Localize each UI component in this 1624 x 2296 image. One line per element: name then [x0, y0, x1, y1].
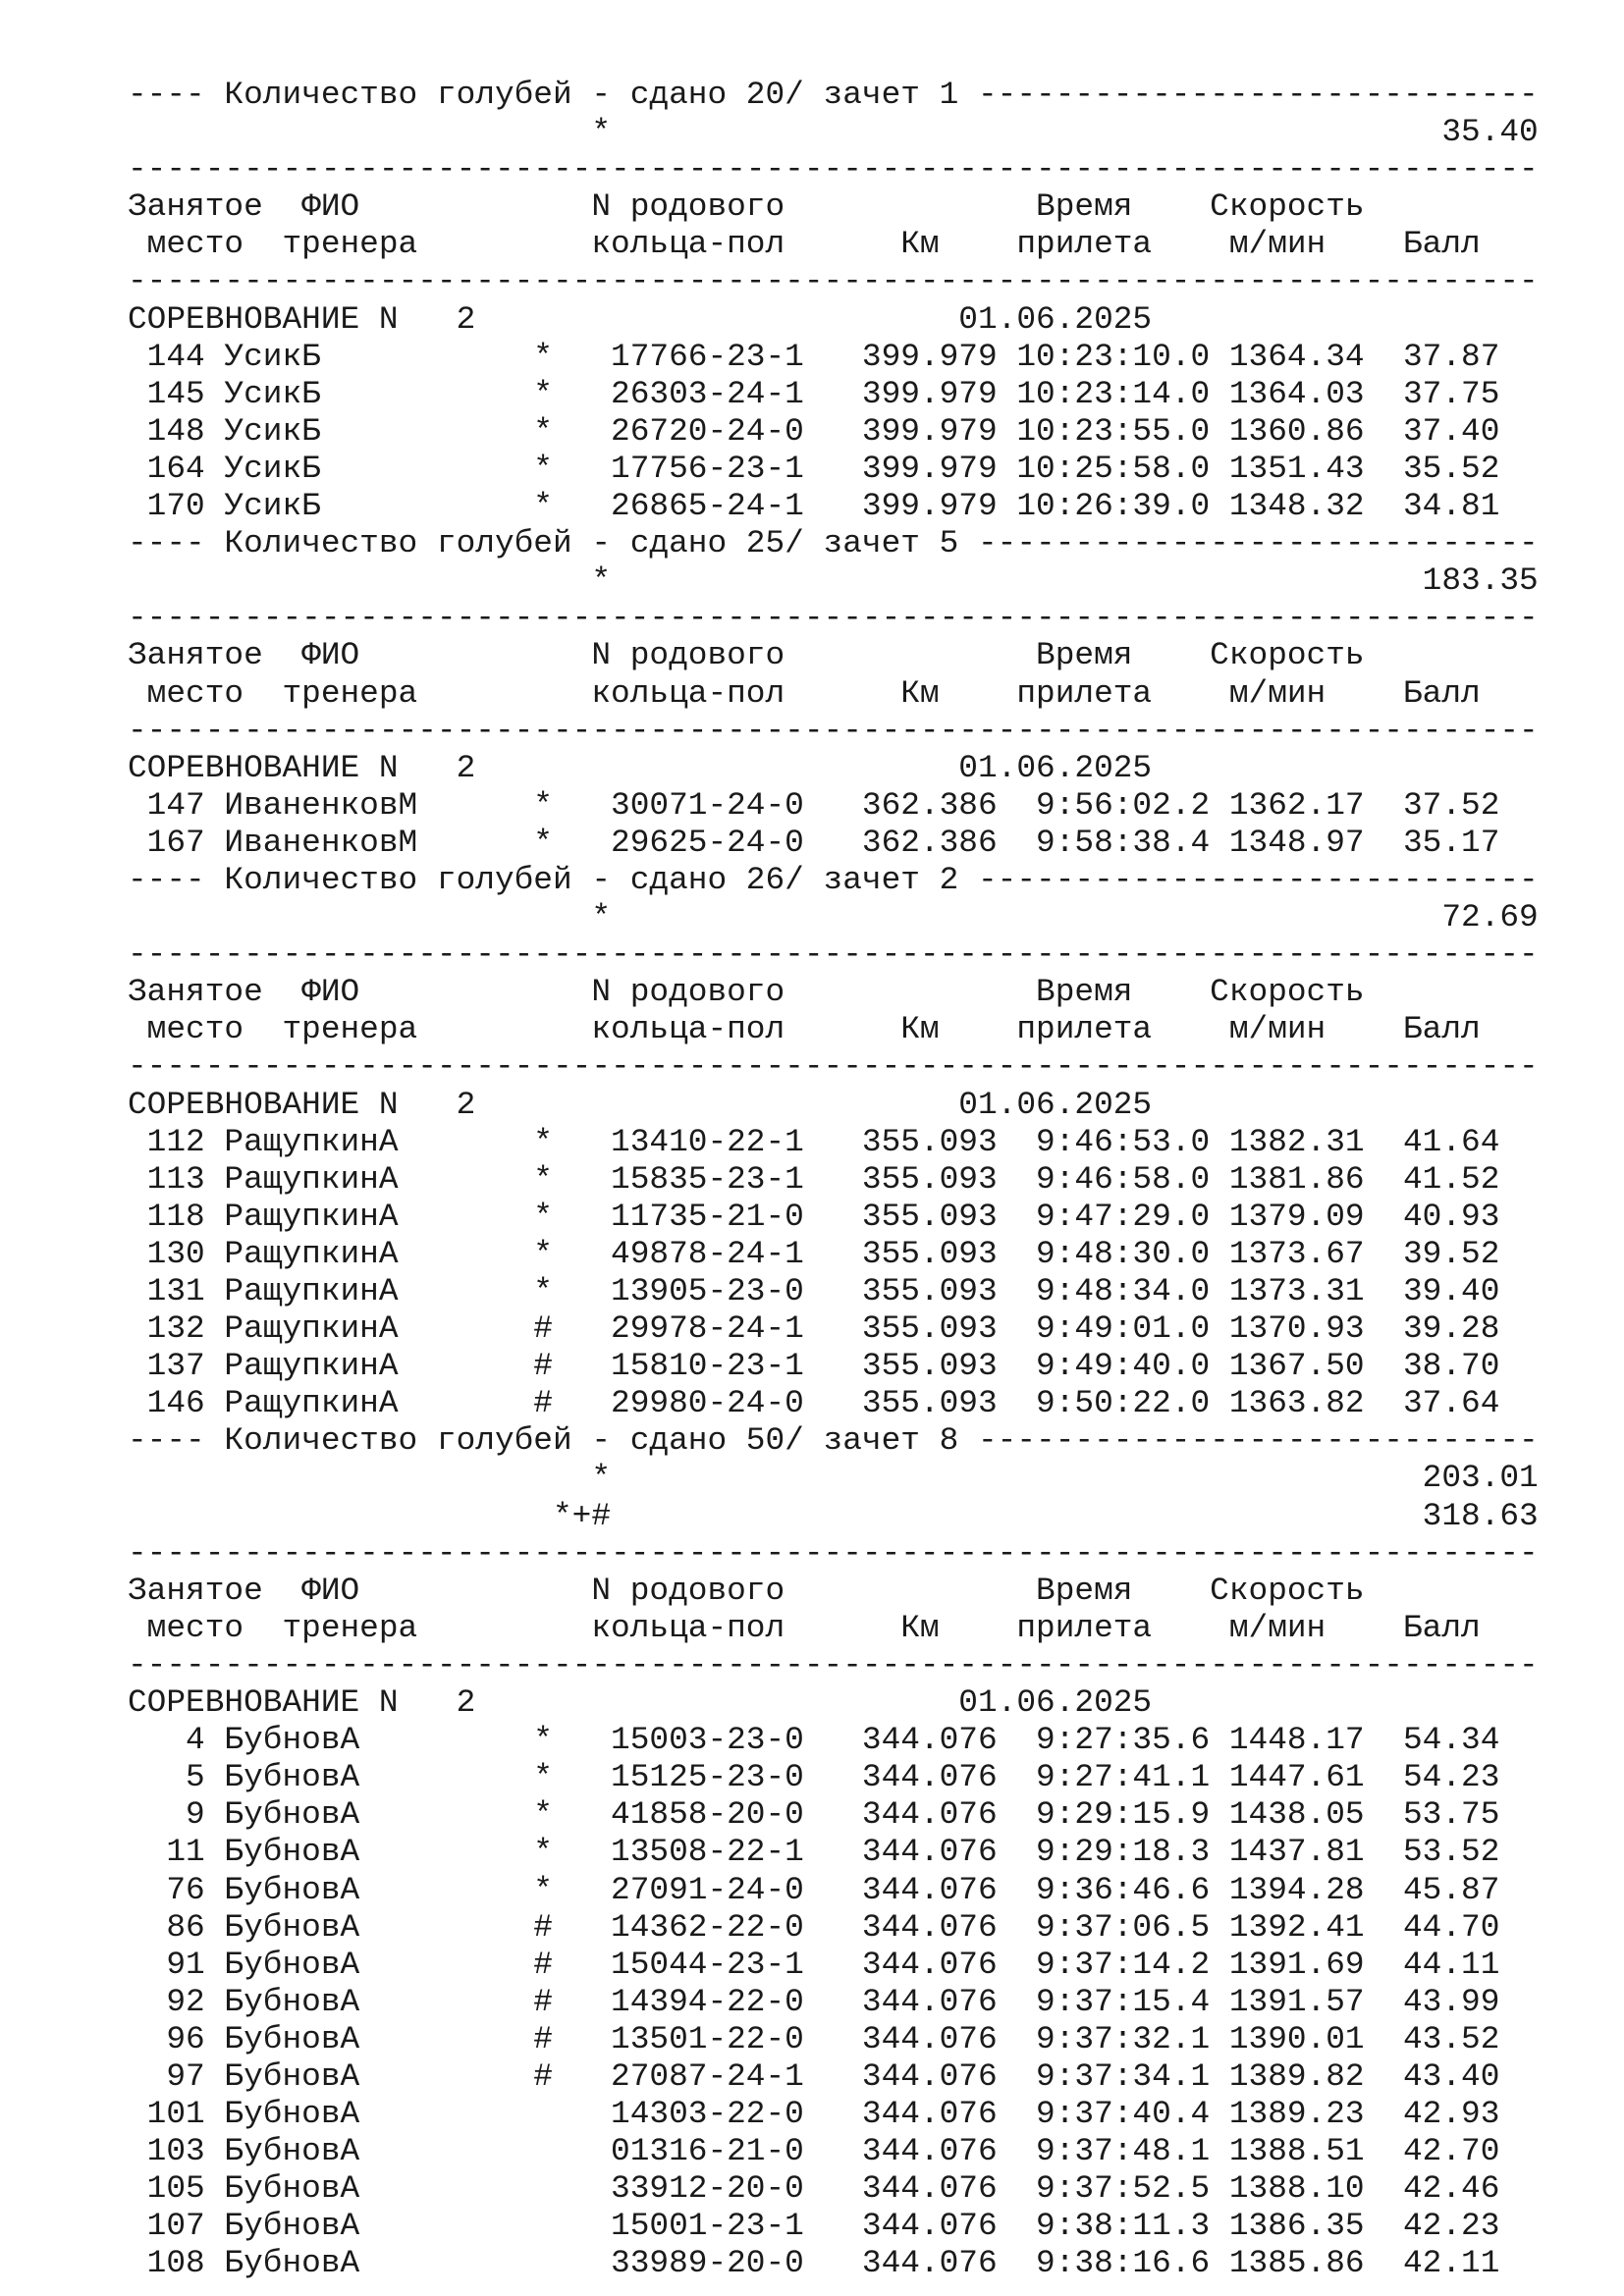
report-line: 130 РащупкинА * 49878-24-1 355.093 9:48:30.0 1373.67 39.52 [128, 1235, 1500, 1272]
report-line: 108 БубновА 33989-20-0 344.076 9:38:16.6 1385.86 42.11 [128, 2245, 1500, 2282]
report-line: * 183.35 [128, 562, 1539, 600]
report-line: 103 БубновА 01316-21-0 344.076 9:37:48.1 1388.51 42.70 [128, 2133, 1500, 2170]
report-line: ---- Количество голубей - сдано 50/ зачет 8 ----------------------------- [128, 1422, 1539, 1460]
report-line: СОРЕВНОВАНИЕ N 2 01.06.2025 [128, 300, 1153, 338]
report-line: 4 БубновА * 15003-23-0 344.076 9:27:35.6 1448.17 54.34 [128, 1722, 1500, 1759]
report-line: 167 ИваненковМ * 29625-24-0 362.386 9:58:38.4 1348.97 35.17 [128, 824, 1500, 861]
report-line: 76 БубновА * 27091-24-0 344.076 9:36:46.6 1394.28 45.87 [128, 1871, 1500, 1908]
report-line: ---- Количество голубей - сдано 20/ зачет 1 ----------------------------- [128, 77, 1539, 113]
report-line: ------------------------------------------------------------------------- [128, 263, 1539, 300]
report-line: место тренера кольца-пол Км прилета м/мин Балл [128, 1609, 1481, 1646]
report-line: место тренера кольца-пол Км прилета м/мин Балл [128, 226, 1481, 263]
report-line: ---- Количество голубей - сдано 26/ зачет 2 ----------------------------- [128, 861, 1539, 898]
report-line: место тренера кольца-пол Км прилета м/мин Балл [128, 1011, 1481, 1048]
report-line: ---- Количество голубей - сдано 25/ зачет 5 ----------------------------- [128, 525, 1539, 562]
report-line: 131 РащупкинА * 13905-23-0 355.093 9:48:34.0 1373.31 39.40 [128, 1273, 1500, 1309]
report-line: 112 РащупкинА * 13410-22-1 355.093 9:46:53.0 1382.31 41.64 [128, 1123, 1500, 1160]
report-line: 144 УсикБ * 17766-23-1 399.979 10:23:10.0 1364.34 37.87 [128, 338, 1500, 375]
report-line: 86 БубновА # 14362-22-0 344.076 9:37:06.5 1392.41 44.70 [128, 1908, 1500, 1946]
report-line: 101 БубновА 14303-22-0 344.076 9:37:40.4 1389.23 42.93 [128, 2096, 1500, 2133]
report-line: 113 РащупкинА * 15835-23-1 355.093 9:46:58.0 1381.86 41.52 [128, 1160, 1500, 1198]
report-line: место тренера кольца-пол Км прилета м/мин Балл [128, 674, 1481, 712]
report-line: 11 БубновА * 13508-22-1 344.076 9:29:18.3 1437.81 53.52 [128, 1834, 1500, 1871]
report-line: 132 РащупкинА # 29978-24-1 355.093 9:49:01.0 1370.93 39.28 [128, 1310, 1500, 1348]
report-line: * 203.01 [128, 1460, 1539, 1497]
results-report [128, 77, 1539, 2283]
report-line: Занятое ФИО N родового Время Скорость [128, 637, 1365, 674]
report-line: Занятое ФИО N родового Время Скорость [128, 974, 1365, 1011]
report-line: 96 БубновА # 13501-22-0 344.076 9:37:32.1 1390.01 43.52 [128, 2020, 1500, 2057]
report-line: * 35.40 [128, 114, 1539, 151]
report-line: Занятое ФИО N родового Время Скорость [128, 1572, 1365, 1609]
report-line: 107 БубновА 15001-23-1 344.076 9:38:11.3 1386.35 42.23 [128, 2208, 1500, 2245]
report-line: 145 УсикБ * 26303-24-1 399.979 10:23:14.0 1364.03 37.75 [128, 375, 1500, 412]
report-line: СОРЕВНОВАНИЕ N 2 01.06.2025 [128, 1086, 1153, 1123]
report-line: 164 УсикБ * 17756-23-1 399.979 10:25:58.0 1351.43 35.52 [128, 450, 1500, 487]
report-line: ------------------------------------------------------------------------- [128, 936, 1539, 974]
report-line: *+# 318.63 [128, 1497, 1539, 1534]
report-line: СОРЕВНОВАНИЕ N 2 01.06.2025 [128, 749, 1153, 786]
report-line: ------------------------------------------------------------------------- [128, 712, 1539, 749]
report-line: ------------------------------------------------------------------------- [128, 600, 1539, 637]
report-line: 105 БубновА 33912-20-0 344.076 9:37:52.5 1388.10 42.46 [128, 2170, 1500, 2208]
report-line: СОРЕВНОВАНИЕ N 2 01.06.2025 [128, 1684, 1153, 1722]
report-line: ------------------------------------------------------------------------- [128, 1534, 1539, 1572]
report-line: 9 БубновА * 41858-20-0 344.076 9:29:15.9 1438.05 53.75 [128, 1796, 1500, 1834]
report-line: 97 БубновА # 27087-24-1 344.076 9:37:34.1 1389.82 43.40 [128, 2057, 1500, 2095]
report-line: ------------------------------------------------------------------------- [128, 151, 1539, 188]
report-line: ------------------------------------------------------------------------- [128, 1646, 1539, 1683]
report-line: 170 УсикБ * 26865-24-1 399.979 10:26:39.0 1348.32 34.81 [128, 488, 1500, 525]
report-line: 147 ИваненковМ * 30071-24-0 362.386 9:56:02.2 1362.17 37.52 [128, 786, 1500, 824]
report-line: 137 РащупкинА # 15810-23-1 355.093 9:49:40.0 1367.50 38.70 [128, 1348, 1500, 1385]
report-line: 91 БубновА # 15044-23-1 344.076 9:37:14.2 1391.69 44.11 [128, 1946, 1500, 1983]
report-line: 5 БубновА * 15125-23-0 344.076 9:27:41.1 1447.61 54.23 [128, 1759, 1500, 1796]
report-line: ------------------------------------------------------------------------- [128, 1048, 1539, 1086]
report-line: * 72.69 [128, 899, 1539, 936]
report-line: 92 БубновА # 14394-22-0 344.076 9:37:15.4 1391.57 43.99 [128, 1983, 1500, 2020]
report-line: Занятое ФИО N родового Время Скорость [128, 188, 1365, 226]
report-line: 146 РащупкинА # 29980-24-0 355.093 9:50:22.0 1363.82 37.64 [128, 1385, 1500, 1422]
report-line: 118 РащупкинА * 11735-21-0 355.093 9:47:29.0 1379.09 40.93 [128, 1198, 1500, 1235]
report-line: 148 УсикБ * 26720-24-0 399.979 10:23:55.0 1360.86 37.40 [128, 412, 1500, 450]
